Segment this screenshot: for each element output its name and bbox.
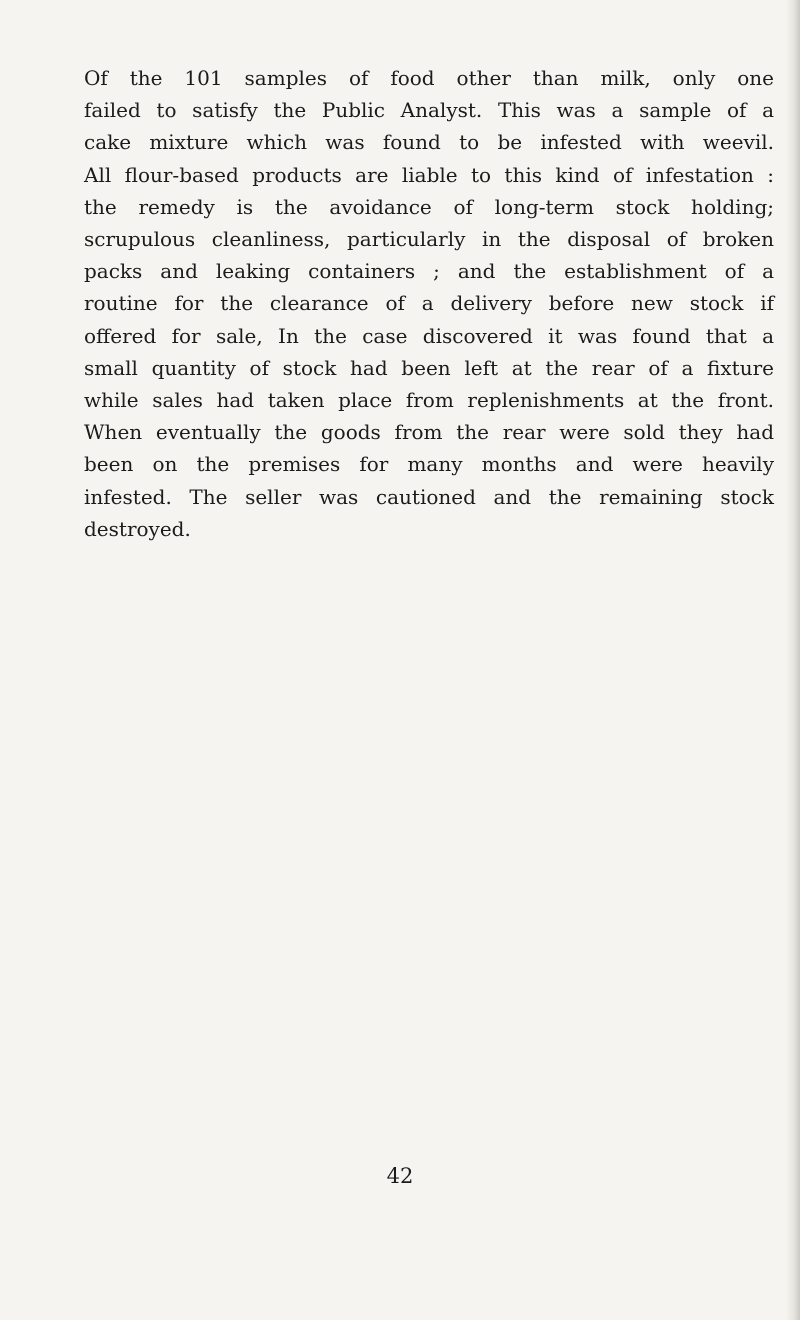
page-edge-shadow [786, 0, 800, 1320]
text-line: the remedy is the avoidance of long-term stock holding; [84, 194, 774, 219]
text-line: failed to satisfy the Public Analyst. This was a sample of a [84, 98, 774, 123]
text-line: cake mixture which was found to be infested with weevil. [84, 130, 774, 155]
text-line: All flour-based products are liable to this kind of infestation : [84, 162, 774, 187]
text-line: Of the 101 samples of food other than milk, only one [84, 66, 774, 90]
text-line: scrupulous cleanliness, particularly in the disposal of broken [84, 227, 774, 252]
text-line: been on the premises for many months and were heavily [84, 452, 774, 477]
text-line: offered for sale, In the case discovered it was found that a [84, 323, 774, 348]
report-paragraph [84, 62, 774, 545]
text-line: packs and leaking containers ; and the establishment of a [84, 259, 774, 284]
text-line: small quantity of stock had been left at the rear of a fixture [84, 355, 774, 380]
text-line: routine for the clearance of a delivery before new stock if [84, 291, 774, 316]
text-line: When eventually the goods from the rear were sold they had [84, 420, 774, 445]
text-line: destroyed. [84, 516, 191, 541]
text-line: infested. The seller was cautioned and the remaining stock [84, 484, 774, 509]
text-line: while sales had taken place from replenishments at the front. [84, 388, 774, 413]
page-number: 42 [386, 1164, 414, 1188]
